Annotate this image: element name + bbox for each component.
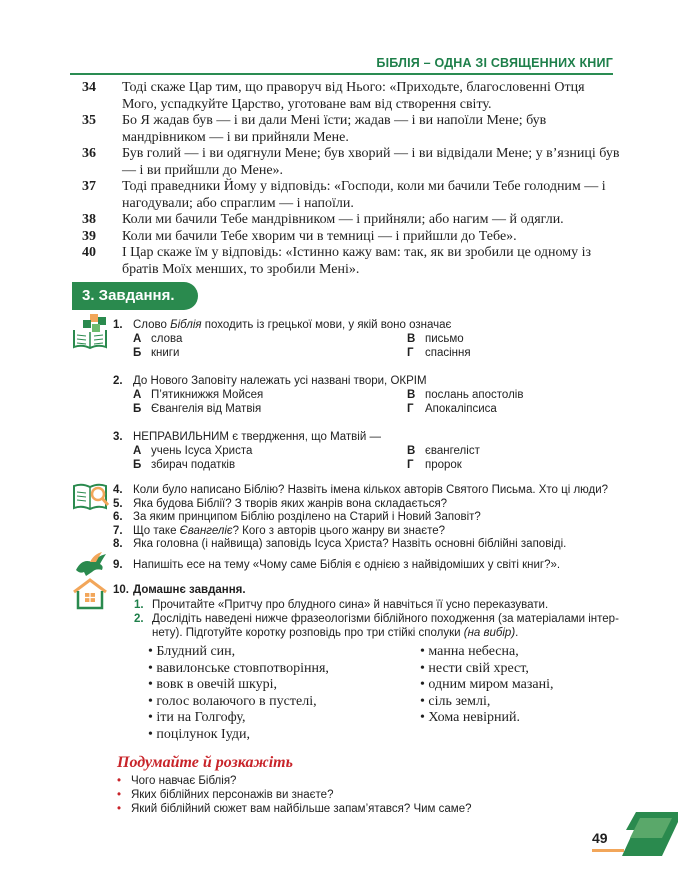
verse [82,229,622,246]
phrase-item: • поцілунок Іуди, [148,726,250,742]
option-b: Б книги [133,347,180,359]
option-d: Г Апокаліпсиса [407,403,497,415]
verse-number: 40 [82,245,96,260]
phrases-right-column [420,644,554,727]
think-list [117,774,472,816]
verse-text: Бо Я жадав був — і ви дали Мені їсти; жадав — і ви напоїли Мене; був мандрівником — і ви прийняли Мене. [122,113,547,145]
verse-text: Коли ми бачили Тебе мандрівником — і прийняли; або нагим — й одягли. [122,212,564,227]
question-text: Слово Біблія походить із грецької мови, у якій воно означає [133,319,452,331]
think-heading: Подумайте й розкажіть [117,754,293,771]
option-d: Г спасіння [407,347,471,359]
verse-text: І Цар скаже їм у відповідь: «Істинно кажу вам: так, як ви зробили це одному із братів Моїх менших, то зробили Мені». [122,245,592,277]
phrase-item: • вовк в овечій шкурі, [148,677,278,692]
verse-text: Тоді скаже Цар тим, що праворуч від Нього: «Приходьте, благословенні Отця Мого, успадкуйте Царство, уготоване вам від створення світу. [122,80,585,112]
test-book-icon [72,314,110,355]
house-icon [72,578,108,615]
option-c: В письмо [407,333,464,345]
verse-number: 39 [82,228,96,244]
section-heading: 3. Завдання. [72,282,198,310]
phrase-item: • Хома невірний. [420,710,521,725]
phrase-item: • сіль землі, [420,693,491,709]
verse-text: Коли ми бачили Тебе хворим чи в темниці — і прийшли до Тебе». [122,228,517,244]
verse [82,212,622,229]
page-number-underline [592,849,624,852]
phrase-item: • нести свій хрест, [420,660,529,676]
verse-text: Був голий — і ви одягнули Мене; був хворий — і ви відвідали Мене; у в’язниці був — і ви прийшли до Мене». [122,146,620,178]
think-item: • Яких біблійних персонажів ви знаєте? [117,789,334,801]
think-item: • Чого навчає Біблія? [117,775,237,787]
verse-number: 34 [82,80,96,95]
option-a: А учень Ісуса Христа [133,445,253,457]
verse-number: 37 [82,179,96,194]
phrases-left-column [148,644,329,743]
option-b: Б Євангелія від Матвія [133,403,262,415]
option-c: В послань апостолів [407,389,524,401]
option-d: Г пророк [407,459,462,471]
verse [82,80,622,113]
phrase-item: • голос волаючого в пустелі, [148,693,317,709]
verse [82,113,622,146]
book-magnifier-icon [72,480,110,517]
option-a: А слова [133,333,183,345]
question-number: 3. [113,431,123,443]
verse-text: Тоді праведники Йому у відповідь: «Господи, коли ми бачили Тебе голодним — і нагодували; або спраглим — і напоїли. [122,179,606,211]
phrase-item: • Блудний син, [148,644,236,659]
option-a: А П’ятикнижжя Мойсея [133,389,264,401]
phrase-item: • манна небесна, [420,644,519,659]
option-c: В євангеліст [407,445,480,457]
question-number: 1. [113,319,123,331]
bible-verses [82,80,622,278]
question-text: НЕПРАВИЛЬНИМ є твердження, що Матвій — [133,431,381,443]
verse [82,179,622,212]
corner-decoration [622,812,678,861]
header-divider [70,73,613,75]
phrase-item: • одним миром мазані, [420,677,554,692]
phrase-item: • вавилонське стовпотворіння, [148,660,329,676]
verse [82,245,622,278]
option-b: Б збирач податків [133,459,236,471]
verse-number: 38 [82,212,96,227]
running-header: БІБЛІЯ – ОДНА ЗІ СВЯЩЕННИХ КНИГ [376,56,613,70]
question-number: 2. [113,375,123,387]
verse-number: 35 [82,113,96,128]
page-number: 49 [592,830,608,846]
question-text: До Нового Заповіту належать усі названі твори, ОКРІМ [133,375,427,387]
think-item: • Який біблійний сюжет вам найбільше запам’ятався? Чим саме? [117,803,472,815]
verse-number: 36 [82,146,96,161]
phrase-item: • іти на Голгофу, [148,710,246,725]
verse [82,146,622,179]
